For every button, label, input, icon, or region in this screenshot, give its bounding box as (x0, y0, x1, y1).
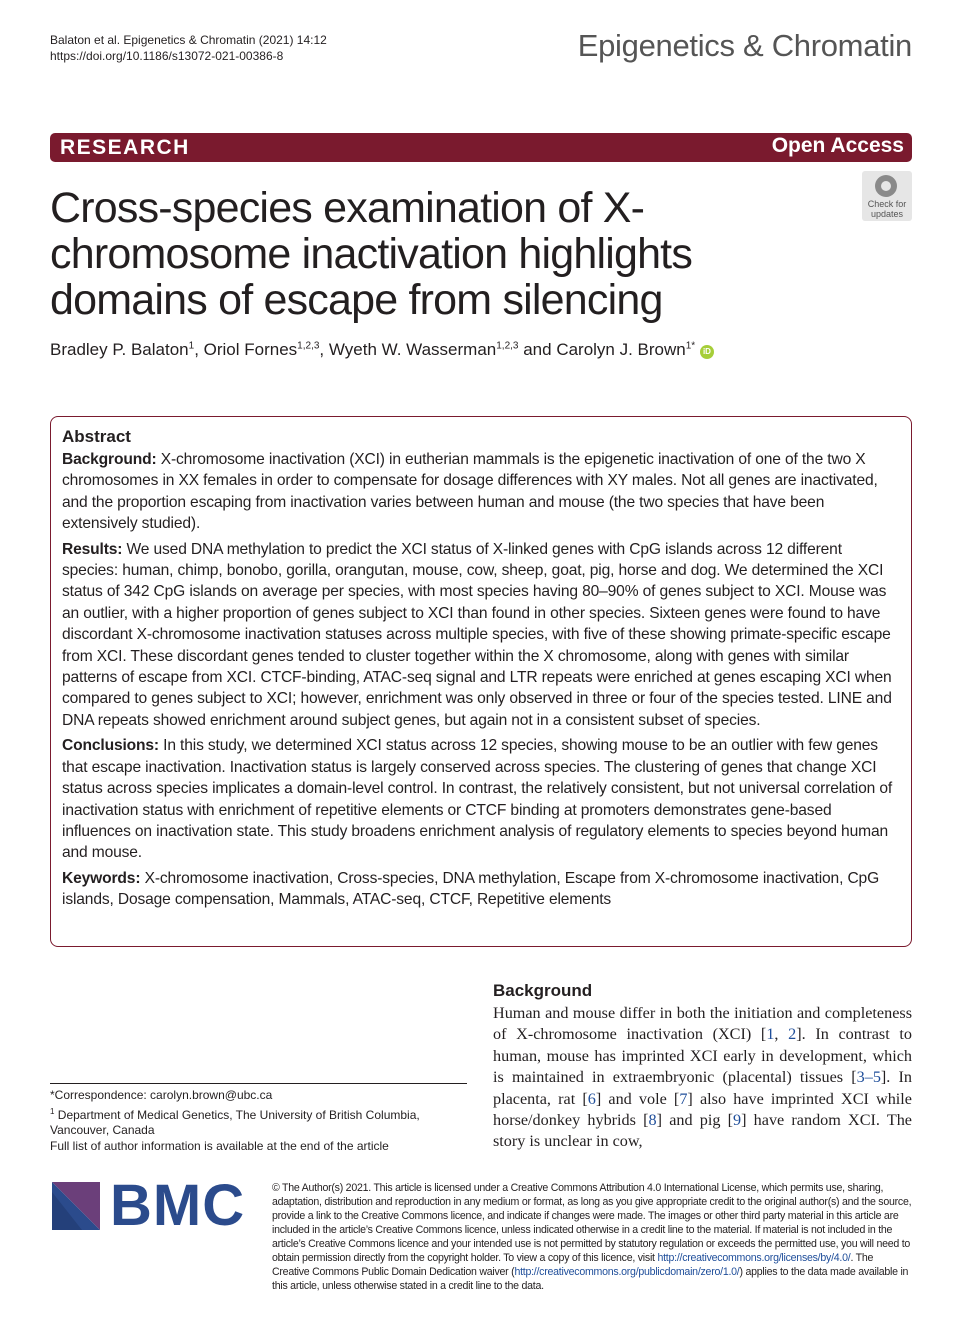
orcid-icon[interactable]: iD (700, 345, 714, 359)
abstract-results (62, 539, 900, 732)
affiliation-text: Department of Medical Genetics, The University of British Columbia, Vancouver, Canada (50, 1107, 420, 1137)
author-name: Bradley P. Balaton (50, 340, 189, 359)
article-type-label: RESEARCH (60, 136, 190, 159)
citation-link[interactable]: 9 (733, 1111, 742, 1130)
article-type-banner (50, 133, 912, 162)
citation-link[interactable]: 2 (788, 1025, 797, 1044)
abstract-heading: Abstract (62, 427, 131, 446)
author-list: Bradley P. Balaton$^1$, Oriol Fornes$^{1,2,3}$, Wyeth W. Wasserman$^{1,2,3}$ and Carolyn J. Brown$^{1*}$ iD (50, 340, 714, 360)
citation-link[interactable]: 6 (587, 1089, 596, 1108)
author-affiliation: 1* (685, 340, 696, 352)
check-updates-line2: updates (870, 209, 904, 219)
full-author-info-note: Full list of author information is available at the end of the article (50, 1138, 389, 1153)
check-for-updates-badge[interactable] (862, 171, 912, 221)
background-paragraph: Human and mouse differ in both the initiation and completeness of X-chromosome inactivation (XCI) [1, 2]. In contrast to human, mouse has imprinted XCI early in development, which is maintained in extraembryonic (placental) tissues [3–5]. In placenta, rat [6] and vole [7] also have imprinted XCI while horse/donkey hybrids [8] and pig [9] have random XCI. The story is unclear in cow, (493, 1004, 912, 1151)
citation-link[interactable]: 3–5 (856, 1068, 881, 1087)
bmc-logo-mark-icon (52, 1182, 100, 1230)
abstract-background (62, 449, 900, 535)
doi-link[interactable]: https://doi.org/10.1186/s13072-021-00386-8 (50, 49, 284, 63)
abstract-keywords (62, 868, 900, 911)
author-affiliation: 1,2,3 (297, 340, 320, 352)
citation-line: Balaton et al. Epigenetics & Chromatin (2021) 14:12 (50, 33, 327, 47)
affiliation-number: 1 (50, 1106, 55, 1116)
check-updates-line1: Check for (867, 199, 907, 209)
keywords-label: Keywords: (62, 869, 141, 887)
author-affiliation: 1 (188, 340, 195, 352)
author-name: Carolyn J. Brown (556, 340, 686, 359)
results-text: We used DNA methylation to predict the XCI status of X-linked genes with CpG islands across 12 different species: human, chimp, bonobo, gorilla, orangutan, mouse, cow, sheep, goat, pig, horse and dog. We determined the XCI status of 342 CpG islands on average per species, with most species having 80–90% of genes subject to XCI. Mouse was an outlier, with a higher proportion of genes subject to XCI than found in other species. Sixteen genes were found to have discordant X-chromosome inactivation statuses across multiple species, with five of these showing primate-specific escape from XCI. These discordant genes tended to cluster together within the X chromosome, along with genes with similar patterns of escape from XCI. CTCF-binding, ATAC-seq signal and LTR repeats were enriched at genes escaping XCI when compared to genes subject to XCI; however, enrichment was only observed in three or four of the species tested. LINE and DNA repeats showed enrichment around subject genes, but again not in a consistent subset of species. (62, 540, 892, 729)
results-label: Results: (62, 540, 123, 558)
footnotes (50, 1083, 467, 1154)
background-label: Background: (62, 451, 157, 468)
background-text: X-chromosome inactivation (XCI) in eutherian mammals is the epigenetic inactivation of one of the two X chromosomes in XX females in order to compensate for dosage differences with XY males. Not all genes are inactivated, and the proportion escaping from inactivation varies between human and mouse (the two species that have been extensively studied). (62, 451, 878, 533)
abstract-conclusions (62, 735, 900, 863)
section-heading-background: Background (493, 981, 593, 1000)
affiliation-1 (50, 1104, 467, 1139)
author-affiliation: 1,2,3 (496, 340, 519, 352)
citation-link[interactable]: 8 (648, 1111, 657, 1130)
author-name: Wyeth W. Wasserman (328, 340, 497, 359)
citation-link[interactable]: 7 (679, 1089, 688, 1108)
bmc-logo-text: BMC (110, 1173, 246, 1238)
abstract-box (50, 416, 912, 947)
article-title: Cross-species examination of X-chromosome inactivation highlights domains of escape from silencing (50, 184, 693, 324)
correspondence[interactable]: *Correspondence: carolyn.brown@ubc.ca (50, 1088, 273, 1102)
bmc-logo (52, 1173, 246, 1238)
public-domain-link[interactable]: http://creativecommons.org/publicdomain/zero/1.0/ (514, 1266, 740, 1278)
conclusions-text: In this study, we determined XCI status across 12 species, showing mouse to be an outlier with few genes that escape inactivation. Inactivation status is largely conserved across species. The clustering of genes that change XCI status across species implicates a domain-level control. In contrast, the relatively consistent, but not universal correlation of inactivation status with enrichment of repetitive elements or CTCF binding at promoters demonstrates gene-based influences on inactivation state. This study broadens enrichment analysis of regulatory elements to species beyond human and mouse. (62, 737, 893, 862)
license-link[interactable]: http://creativecommons.org/licenses/by/4.0/ (657, 1252, 851, 1264)
journal-name: Epigenetics & Chromatin (577, 28, 912, 63)
check-updates-icon (875, 175, 897, 197)
citation-link[interactable]: 1 (766, 1025, 775, 1044)
keywords-text: X-chromosome inactivation, Cross-species, DNA methylation, Escape from X-chromosome inactivation, CpG islands, Dosage compensation, Mammals, ATAC-seq, CTCF, Repetitive elements (62, 869, 880, 909)
conclusions-label: Conclusions: (62, 737, 159, 755)
citation-header (50, 32, 327, 64)
author-name: Oriol Fornes (203, 340, 298, 359)
open-access-label: Open Access (771, 134, 904, 157)
license-statement: © The Author(s) 2021. This article is licensed under a Creative Commons Attribution 4.0 International License, which permits use, sharing, adaptation, distribution and reproduction in any medium or format, as long as you give appropriate credit to the original author(s) and the source, provide a link to the Creative Commons licence, and indicate if changes were made. The images or other third party material in this article are included in the article’s Creative Commons licence, unless indicated otherwise in a credit line to the material. If material is not included in the article’s Creative Commons licence and your intended use is not permitted by statutory regulation or exceeds the permitted use, you will need to obtain permission directly from the copyright holder. To view a copy of this licence, visit http://creativecommons.org/licenses/by/4.0/. The Creative Commons Public Domain Dedication waiver (http://creativecommons.org/publicdomain/zero/1.0/) applies to the data made available in this article, unless otherwise stated in a credit line to the data. (272, 1182, 912, 1292)
